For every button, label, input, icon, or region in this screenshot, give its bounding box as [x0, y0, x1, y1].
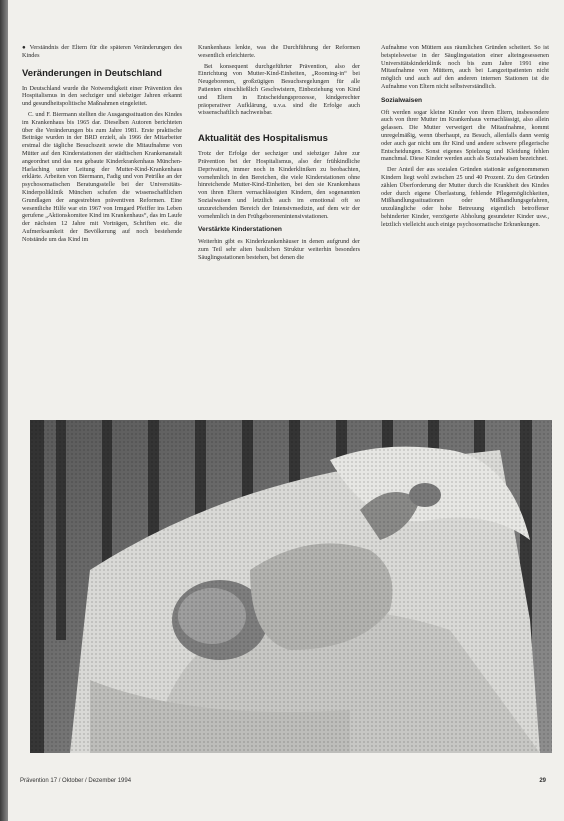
bullet-icon: ● — [22, 44, 27, 51]
paragraph: In Deutschland wurde die Notwendigkeit einer Prävention des Hospitalismus in den sechziger und siebziger Jahren erkannt und gesundheitspolitische Maßnahmen eingeleitet. — [22, 84, 182, 108]
text-column-1 — [22, 44, 182, 414]
section-heading: Veränderungen in Deutschland — [22, 67, 162, 79]
page-number: 29 — [539, 778, 546, 784]
photo-illustration — [30, 420, 552, 753]
photo-infant-in-crib — [30, 420, 552, 753]
text-column-2 — [198, 44, 360, 414]
paragraph: Krankenhaus lenkte, was die Durchführung der Reformen wesentlich erleichterte. — [198, 44, 360, 59]
paragraph: Aufnahme von Müttern aus räumlichen Gründen scheitert. So ist beispielsweise in der Säuglingsstation einer alteingesessenen Universitätskinderklinik noch bis zum Jahre 1991 eine Mitaufnahme von Müttern, auch bei Langzeitpatienten nicht möglich und auch auf den anderen internen Stationen ist die Aufnahme von Eltern nicht selbstverständlich. — [381, 44, 549, 90]
text-column-3 — [381, 44, 549, 414]
bullet-text: Verständnis der Eltern für die späteren Veränderungen des Kindes — [22, 44, 182, 59]
binding-edge — [0, 0, 8, 821]
subsection-heading: Verstärkte Kinderstationen — [198, 226, 282, 234]
paragraph: Oft werden sogar kleine Kinder von ihren Eltern, insbesondere auch von ihrer Mutter im Krankenhaus vernachlässigt, also allein gelassen. Die Mutter verweigert die Mitaufnahme, kommt unregelmäßig, wenn überhaupt, zu Besuch, allenfalls dann wenig oder auch gar nicht um ihr Kind und andere schwere pflegerische Entscheidungen. Sonst eigenes Spielzeug und Kleidung fehlen manchmal. Diese Kinder werden auch als Sozialwaisen bezeichnet. — [381, 108, 549, 163]
paragraph: Bei konsequent durchgeführter Prävention, also der Einrichtung von Mutter-Kind-Einheiten, „Rooming-in“ bei Neugeborenen, großzügigen Besuchsregelungen für alle Patienten einschließlich Geschwistern, Einbeziehung von Kind und Eltern in Entscheidungsprozesse, kindgerechter präoperativer Aufklärung, u.v.a. sind die Erfolge auch wissenschaftlich nachweisbar. — [198, 62, 360, 117]
magazine-page — [8, 0, 564, 821]
bullet-item — [22, 44, 182, 60]
paragraph: C. und F. Biermann stellten die Ausgangssituation des Kindes im Krankenhaus bis 1965 dar. Dieselben Autoren berichteten über die Veränderungen bis zum Jahre 1981. Erste praktische Beiträge wurden in der BRD erzielt, als 1966 der Mitarbeiter erstmal die tägliche Besuchszeit sowie die Mitaufnahme von Mütter auf den Kinderstationen der städtischen Krankenanstalt angeordnet und das neu gebaute Kinderkrankenhaus München-Harlaching unter Leitung der Mutter-Kind-Krankenhaus erklärte. Arbeiten von Biermann, Fadig und von Petrilke an der psychosomatischen Beratungsstelle bei der Universitäts-Kinderpoliklinik München schufen die wissenschaftlichen Grundlagen der angestrebten präventiven Reformen. Eine wesentliche Hilfe war ein 1967 von Irmgard Pfeiffer ins Leben gerufene „Aktionskomitee Kind im Krankenhaus“, das im Laufe der nächsten 12 Jahre mit Vorträgen, Schriften etc. die Aufmerksamkeit der Bevölkerung auf noch bestehende Notstände um das Kind im — [22, 110, 182, 243]
footer-publication: Prävention 17 / Oktober / Dezember 1994 — [20, 778, 132, 784]
section-heading: Aktualität des Hospitalismus — [198, 133, 328, 145]
paragraph: Trotz der Erfolge der sechziger und siebziger Jahre zur Prävention bei der Hospitalismus, also der frühkindliche Deprivation, immer noch in Kinderkliniken zu beobachten, vornehmlich in den Bereichen, die viele Kinderstationen ohne hinreichende Mutter-Kind-Einheiten, bei den sie Krankenhaus von ihren Eltern vernachlässigten Kindern, den sogenannten Sozialwaisen und letztlich auch im emotional oft so unzureichenden Bereich der Intensivmedizin, auf dem wir der vornehmlich in den Frühgeborenenintensivstationen. — [198, 150, 360, 220]
paragraph: Weiterhin gibt es Kinderkrankenhäuser in denen aufgrund der zum Teil sehr alten baulichen Struktur weiterhin besonders Säuglingsstationen bestehen, bei denen die — [198, 238, 360, 261]
subsection-heading: Sozialwaisen — [381, 96, 423, 104]
paragraph: Der Anteil der aus sozialen Gründen stationär aufgenommenen Kindern liegt wohl zwischen 25 und 40 Prozent. Zu den Gründen zählen Überforderung der Mutter durch die Krankheit des Kindes oder durch eigene Überlastung, fehlende Pflegemöglichkeiten, Mißhandlungssituationen oder Mißhandlungsgefahren, unzulängliche oder hohe Betreuung eigentlich betroffener behinderter Kinder, verzögerte Abholung gesundeter Kinder usw., letztlich vielleicht auch einige psychosomatische Erkrankungen. — [381, 166, 549, 228]
